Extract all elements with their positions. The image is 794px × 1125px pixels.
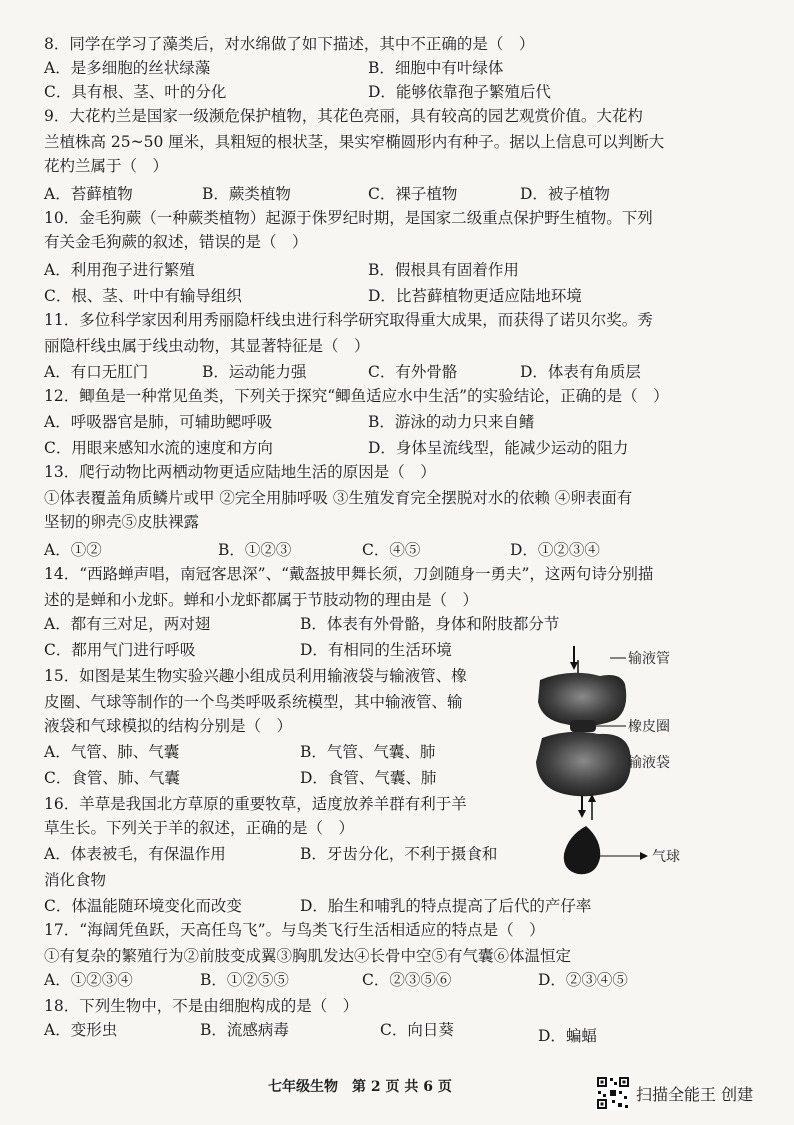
q13-statements-line2: 坚韧的卵壳⑤皮肤裸露	[44, 513, 200, 531]
q17-option-d: D．②③④⑤	[538, 971, 628, 989]
label-bag: 输液袋	[628, 755, 670, 771]
q16-option-d: D．胎生和哺乳的特点提高了后代的产仔率	[300, 897, 592, 915]
q14-option-a: A．都有三对足，两对翅	[44, 615, 211, 633]
q11-stem-line2: 丽隐杆线虫属于线虫动物，其显著特征是（ ）	[44, 337, 370, 355]
q11-option-c: C．有外骨骼	[368, 363, 458, 381]
q13-option-d: D．①②③④	[510, 541, 600, 559]
q13-option-c: C．④⑤	[362, 541, 421, 559]
q12-option-a: A．呼吸器官是肺，可辅助鳃呼吸	[44, 413, 273, 431]
q15-stem-line3: 液袋和气球模拟的结构分别是（ ）	[44, 717, 293, 735]
q16-option-a: A．体表被毛，有保温作用	[44, 845, 226, 863]
q9-option-b: B．蕨类植物	[202, 185, 291, 203]
q9-option-a: A．苔藓植物	[44, 185, 133, 203]
q14-stem-line2: 述的是蝉和小龙虾。蝉和小龙虾都属于节肢动物的理由是（ ）	[44, 591, 479, 609]
q8-stem: 8．同学在学习了藻类后，对水绵做了如下描述，其中不正确的是（ ）	[44, 35, 535, 53]
qr-code-icon	[596, 1076, 630, 1110]
q11-option-a: A．有口无肛门	[44, 363, 149, 381]
q11-option-d: D．体表有角质层	[520, 363, 641, 381]
q14-option-b: B．体表有外骨骼，身体和附肢都分节	[300, 615, 560, 633]
q15-option-b: B．气管、气囊、肺	[300, 743, 436, 761]
q16-option-b-continued: 消化食物	[44, 871, 107, 889]
q18-option-d: D．蝙蝠	[538, 1027, 597, 1045]
q13-option-b: B．①②③	[218, 541, 292, 559]
q16-option-b: B．牙齿分化，不利于摄食和	[300, 845, 498, 863]
q17-stem: 17．“海阔凭鱼跃，天高任鸟飞”。与鸟类飞行生活相适应的特点是（ ）	[44, 921, 545, 939]
q13-stem: 13．爬行动物比两栖动物更适应陆地生活的原因是（ ）	[44, 463, 436, 481]
q11-option-b: B．运动能力强	[202, 363, 307, 381]
q10-stem-line2: 有关金毛狗蕨的叙述，错误的是（ ）	[44, 233, 308, 251]
q8-option-c: C．具有根、茎、叶的分化	[44, 83, 227, 101]
q11-stem-line1: 11．多位科学家因利用秀丽隐杆线虫进行科学研究取得重大成果，而获得了诺贝尔奖。秀	[44, 311, 653, 329]
q13-statements-line1: ①体表覆盖角质鳞片或甲 ②完全用肺呼吸 ③生殖发育完全摆脱对水的依赖 ④卵表面有	[44, 489, 633, 507]
q16-option-c: C．体温能随环境变化而改变	[44, 897, 242, 915]
q18-option-a: A．变形虫	[44, 1021, 118, 1039]
q13-option-a: A．①②	[44, 541, 102, 559]
model-illustration	[530, 640, 710, 890]
q9-stem-line1: 9．大花杓兰是国家一级濒危保护植物，其花色亮丽，具有较高的园艺观赏价值。大花杓	[44, 107, 643, 125]
label-tube: 输液管	[628, 651, 670, 667]
q8-option-b: B．细胞中有叶绿体	[368, 59, 504, 77]
q8-option-a: A．是多细胞的丝状绿藻	[44, 59, 211, 77]
q12-option-c: C．用眼来感知水流的速度和方向	[44, 439, 273, 457]
q10-option-a: A．利用孢子进行繁殖	[44, 261, 195, 279]
q14-option-d: D．有相同的生活环境	[300, 641, 452, 659]
q12-option-b: B．游泳的动力只来自鳍	[368, 413, 535, 431]
q10-option-c: C．根、茎、叶中有输导组织	[44, 287, 242, 305]
q15-option-d: D．食管、气囊、肺	[300, 769, 437, 787]
q9-stem-line3: 花杓兰属于（ ）	[44, 157, 169, 175]
scanner-watermark	[596, 1076, 753, 1110]
label-rubber-band: 橡皮圈	[628, 719, 670, 735]
q12-option-d: D．身体呈流线型，能减少运动的阻力	[368, 439, 629, 457]
q10-option-d: D．比苔藓植物更适应陆地环境	[368, 287, 582, 305]
q8-option-d: D．能够依靠孢子繁殖后代	[368, 83, 551, 101]
q18-option-b: B．流感病毒	[200, 1021, 289, 1039]
q18-option-c: C．向日葵	[380, 1021, 454, 1039]
q15-stem-line2: 皮圈、气球等制作的一个鸟类呼吸系统模型，其中输液管、输	[44, 693, 463, 711]
q10-stem-line1: 10．金毛狗蕨（一种蕨类植物）起源于侏罗纪时期，是国家二级重点保护野生植物。下列	[44, 209, 653, 227]
q14-option-c: C．都用气门进行呼吸	[44, 641, 196, 659]
q9-option-d: D．被子植物	[520, 185, 610, 203]
q17-statements: ①有复杂的繁殖行为②前肢变成翼③胸肌发达④长骨中空⑤有气囊⑥体温恒定	[44, 947, 572, 965]
q16-stem-line1: 16．羊草是我国北方草原的重要牧草，适度放养羊群有利于羊	[44, 795, 467, 813]
q15-stem-line1: 15．如图是某生物实验兴趣小组成员利用输液袋与输液管、橡	[44, 667, 467, 685]
page-footer: 七年级生物 第 2 页 共 6 页	[268, 1079, 452, 1095]
scanner-label: 扫描全能王 创建	[636, 1084, 754, 1104]
q14-stem-line1: 14．“西路蝉声唱，南冠客思深”、“戴盔披甲舞长须，刀剑随身一勇夫”，这两句诗分别描	[44, 565, 654, 583]
q15-option-a: A．气管、肺、气囊	[44, 743, 180, 761]
q16-stem-line2: 草生长。下列关于羊的叙述，正确的是（ ）	[44, 819, 355, 837]
q9-option-c: C．裸子植物	[368, 185, 458, 203]
q18-stem: 18．下列生物中，不是由细胞构成的是（ ）	[44, 997, 359, 1015]
q9-stem-line2: 兰植株高 25~50 厘米，具粗短的根状茎，果实窄椭圆形内有种子。据以上信息可以判断大	[44, 133, 665, 151]
q17-option-c: C．②③⑤⑥	[362, 971, 452, 989]
q10-option-b: B．假根具有固着作用	[368, 261, 519, 279]
bird-respiratory-model-figure	[530, 640, 710, 890]
label-balloon: 气球	[652, 849, 680, 865]
q17-option-b: B．①②⑤⑤	[200, 971, 289, 989]
q12-stem: 12．鲫鱼是一种常见鱼类，下列关于探究“鲫鱼适应水中生活”的实验结论，正确的是（ ）	[44, 387, 669, 405]
q15-option-c: C．食管、肺、气囊	[44, 769, 180, 787]
q17-option-a: A．①②③④	[44, 971, 133, 989]
